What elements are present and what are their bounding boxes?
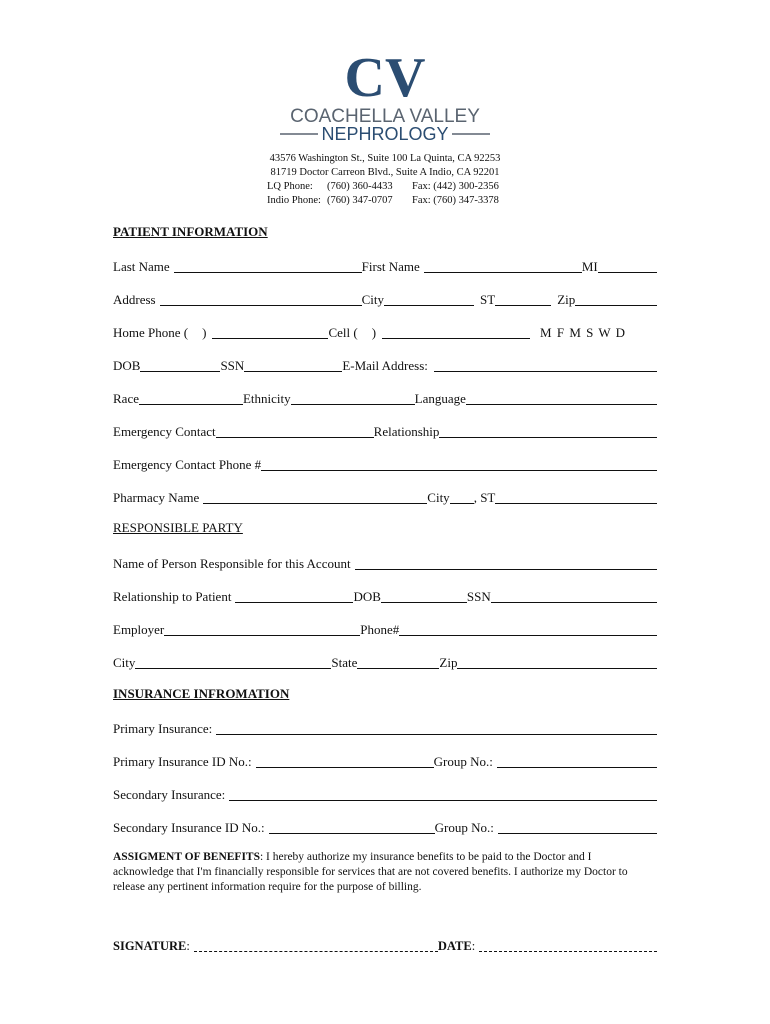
email-field[interactable]	[434, 358, 657, 372]
responsible-city-row	[113, 651, 657, 671]
assignment-text: : I hereby authorize my insurance benefits to be paid to the Doctor and I acknowledge that I'm financially responsible for services that are not covered benefits. I authorize my Doctor to release any pertinent information require for the purpose of billing.	[113, 851, 628, 893]
responsible-name-row	[113, 552, 657, 572]
emergency-row	[113, 420, 657, 440]
responsible-dob-field[interactable]	[381, 589, 467, 603]
address-row	[113, 288, 657, 308]
relationship-to-patient-field[interactable]	[235, 589, 353, 603]
primary-insurance-field[interactable]	[216, 721, 657, 735]
home-phone-field[interactable]	[212, 325, 328, 339]
dob-field[interactable]	[140, 358, 220, 372]
city-field[interactable]	[384, 292, 474, 306]
city-label: City	[361, 292, 385, 307]
relationship-label: Relationship	[373, 424, 440, 439]
lq-phone: (760) 360-4433	[327, 181, 393, 192]
primary-group-field[interactable]	[497, 754, 657, 768]
home-phone-label: Home Phone (	[113, 325, 189, 340]
emergency-phone-label: Emergency Contact Phone #	[113, 457, 262, 472]
dob-label: DOB	[113, 358, 141, 373]
zip-label: Zip	[557, 292, 576, 307]
responsible-phone-field[interactable]	[399, 622, 657, 636]
secondary-insurance-row	[113, 783, 657, 803]
primary-id-field[interactable]	[256, 754, 434, 768]
employer-row	[113, 618, 657, 638]
responsible-city-label: City	[113, 655, 136, 670]
date-label: DATE	[437, 939, 472, 953]
assignment-title: ASSIGMENT OF BENEFITS	[113, 851, 260, 863]
zip-field[interactable]	[575, 292, 657, 306]
st-label: ST	[480, 292, 496, 307]
last-name-field[interactable]	[174, 259, 362, 273]
indio-phone: (760) 347-0707	[327, 195, 393, 206]
emergency-contact-label: Emergency Contact	[113, 424, 216, 439]
responsible-state-label: State	[331, 655, 358, 670]
indio-phone-label: Indio Phone:	[267, 195, 321, 206]
email-label: E-Mail Address:	[342, 358, 428, 373]
language-label: Language	[414, 391, 466, 406]
responsible-party-heading: RESPONSIBLE PARTY	[113, 520, 243, 535]
pharmacy-row	[113, 486, 657, 506]
relationship-to-patient-label: Relationship to Patient	[113, 589, 232, 604]
primary-insurance-label: Primary Insurance:	[113, 721, 213, 736]
cell-field[interactable]	[382, 325, 530, 339]
race-field[interactable]	[139, 391, 243, 405]
responsible-zip-label: Zip	[439, 655, 458, 670]
ssn-field[interactable]	[244, 358, 342, 372]
responsible-ssn-field[interactable]	[491, 589, 657, 603]
signature-label: SIGNATURE	[113, 939, 187, 953]
logo-monogram: CV	[344, 48, 426, 109]
responsible-city-field[interactable]	[135, 655, 331, 669]
company-logo	[270, 48, 500, 148]
marital-status-options[interactable]: M F M S W D	[540, 325, 627, 340]
mi-field[interactable]	[598, 259, 657, 273]
cell-paren: )	[371, 325, 377, 340]
secondary-id-label: Secondary Insurance ID No.:	[113, 820, 265, 835]
primary-id-row	[113, 750, 657, 770]
address-label: Address	[113, 292, 156, 307]
dob-row	[113, 354, 657, 374]
pharmacy-st-field[interactable]	[495, 490, 657, 504]
emergency-phone-row	[113, 453, 657, 473]
st-field[interactable]	[495, 292, 551, 306]
responsible-phone-label: Phone#	[360, 622, 400, 637]
logo-line1: COACHELLA VALLEY	[290, 106, 480, 127]
address-field[interactable]	[160, 292, 362, 306]
date-field[interactable]	[479, 938, 657, 952]
primary-id-label: Primary Insurance ID No.:	[113, 754, 252, 769]
cell-label: Cell (	[328, 325, 358, 340]
responsible-name-label: Name of Person Responsible for this Account	[113, 556, 351, 571]
responsible-zip-field[interactable]	[457, 655, 657, 669]
responsible-state-field[interactable]	[357, 655, 439, 669]
logo-line2: NEPHROLOGY	[321, 124, 449, 144]
address-line-2: 81719 Doctor Carreon Blvd., Suite A Indio, CA 92201	[270, 167, 500, 178]
ssn-label: SSN	[220, 358, 245, 373]
responsible-dob-label: DOB	[353, 589, 381, 604]
language-field[interactable]	[466, 391, 657, 405]
home-phone-paren: )	[202, 325, 207, 340]
pharmacy-name-field[interactable]	[203, 490, 427, 504]
responsible-ssn-label: SSN	[466, 589, 491, 604]
mi-label: MI	[581, 259, 598, 274]
indio-fax: Fax: (760) 347-3378	[412, 195, 499, 206]
pharmacy-name-label: Pharmacy Name	[113, 490, 200, 505]
pharmacy-city-label: City	[427, 490, 450, 505]
first-name-field[interactable]	[424, 259, 582, 273]
phone-row	[113, 321, 657, 341]
primary-group-label: Group No.:	[433, 754, 493, 769]
employer-label: Employer	[113, 622, 165, 637]
secondary-insurance-label: Secondary Insurance:	[113, 787, 226, 802]
first-name-label: First Name	[361, 259, 420, 274]
emergency-contact-field[interactable]	[216, 424, 374, 438]
secondary-id-field[interactable]	[269, 820, 435, 834]
lq-phone-label: LQ Phone:	[267, 181, 313, 192]
name-row	[113, 255, 657, 275]
race-label: Race	[113, 391, 139, 406]
address-block	[180, 152, 590, 208]
responsible-name-field[interactable]	[355, 556, 657, 570]
signature-field[interactable]	[194, 938, 438, 952]
emergency-phone-field[interactable]	[261, 457, 657, 471]
secondary-insurance-field[interactable]	[229, 787, 657, 801]
relationship-field[interactable]	[439, 424, 657, 438]
employer-field[interactable]	[164, 622, 360, 636]
pharmacy-st-label: , ST	[473, 490, 496, 505]
ethnicity-field[interactable]	[291, 391, 415, 405]
race-row	[113, 387, 657, 407]
secondary-group-label: Group No.:	[434, 820, 494, 835]
signature-row: SIGNATURE : DATE :	[113, 938, 657, 954]
secondary-id-row	[113, 816, 657, 836]
responsible-relationship-row	[113, 585, 657, 605]
address-line-1: 43576 Washington St., Suite 100 La Quinta, CA 92253	[269, 153, 501, 164]
patient-info-heading: PATIENT INFORMATION	[113, 224, 268, 239]
primary-insurance-row	[113, 717, 657, 737]
secondary-group-field[interactable]	[498, 820, 657, 834]
lq-fax: Fax: (442) 300-2356	[412, 181, 499, 192]
last-name-label: Last Name	[113, 259, 170, 274]
insurance-heading: INSURANCE INFROMATION	[113, 686, 290, 701]
assignment-of-benefits	[113, 850, 653, 895]
pharmacy-city-field[interactable]	[450, 490, 474, 504]
ethnicity-label: Ethnicity	[242, 391, 291, 406]
